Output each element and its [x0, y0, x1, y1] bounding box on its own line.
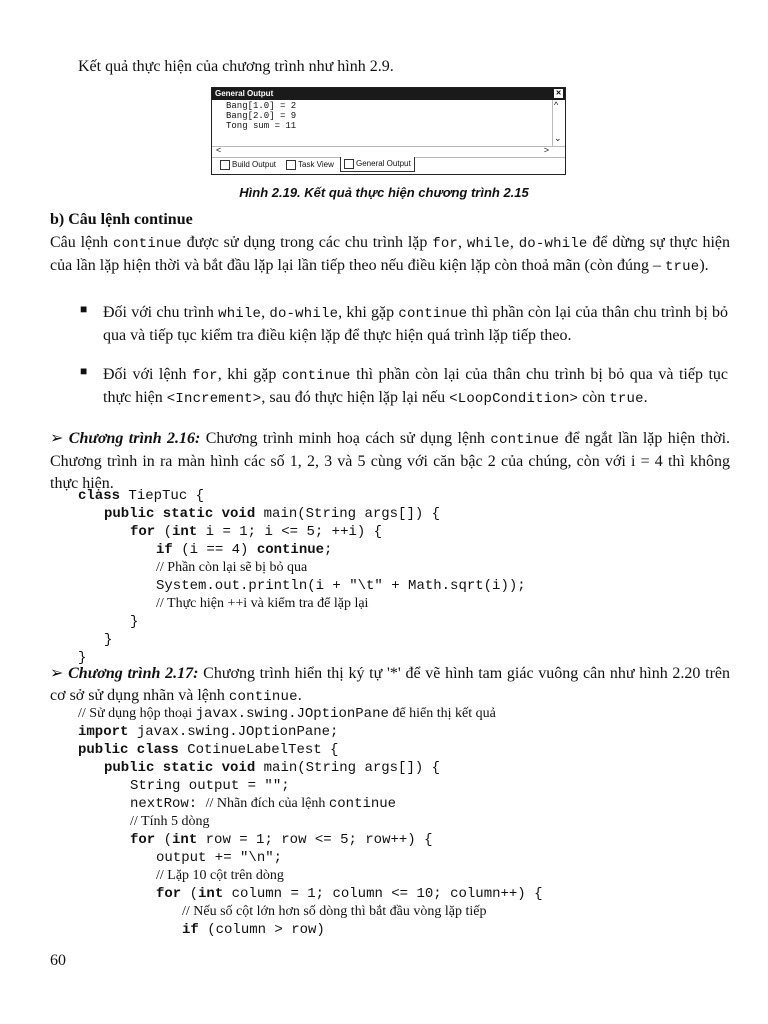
- window-title: General Output: [215, 89, 274, 98]
- bullet-marker: ■: [80, 364, 88, 378]
- code-text: String output = "";: [130, 778, 290, 794]
- keyword: import: [78, 724, 129, 740]
- text: để ngắt lần lặp hiện thời. Chương trình in ra màn hình các số 1, 2, 3 và 5 cùng với căn bậc 2 của chúng, còn với i = 4 thì không thực hiện.: [50, 430, 731, 492]
- code-line: [78, 577, 526, 595]
- keyword: public static void: [104, 760, 256, 776]
- keyword: for: [130, 524, 156, 540]
- output-icon: [344, 159, 354, 169]
- code-text: nextRow:: [130, 796, 206, 812]
- text: , khi gặp: [217, 366, 282, 383]
- page-number: 60: [50, 952, 66, 969]
- keyword: public class: [78, 742, 179, 758]
- window-title-bar: [212, 88, 565, 100]
- output-line: Bang[2.0] = 9: [226, 111, 297, 121]
- tab-label: Task View: [298, 160, 334, 169]
- close-icon[interactable]: ✕: [555, 90, 562, 97]
- code-line: [78, 831, 543, 849]
- code-text: (: [155, 524, 173, 540]
- bullet-marker: ■: [80, 302, 88, 316]
- code-text: (column > row): [198, 922, 325, 938]
- code-word: true: [609, 391, 644, 407]
- program-label: Chương trình 2.17:: [68, 665, 199, 682]
- code-text: ;: [324, 542, 333, 558]
- code-comment: // Nhãn đích của lệnh: [205, 796, 329, 811]
- keyword: for: [156, 886, 182, 902]
- code-text: i = 1; i <= 5; ++i) {: [197, 524, 383, 540]
- code-text: column = 1; column <= 10; column++) {: [223, 886, 543, 902]
- text: được sử dụng trong các chu trình lặp: [181, 234, 433, 251]
- tab-label: Build Output: [232, 160, 277, 169]
- code-word: do-while: [269, 306, 339, 322]
- code-word: while: [218, 306, 262, 322]
- build-icon: [220, 160, 230, 170]
- code-line: [78, 759, 543, 777]
- keyword: class: [78, 488, 121, 504]
- keyword: if: [182, 922, 199, 938]
- code-comment: // Lặp 10 cột trên dòng: [156, 868, 284, 883]
- tab-build-output[interactable]: [220, 157, 276, 173]
- code-line: [78, 903, 543, 921]
- code-word: continue: [228, 689, 298, 705]
- keyword: int: [198, 886, 224, 902]
- keyword: int: [172, 832, 198, 848]
- code-line: [78, 795, 543, 813]
- code-line: [78, 613, 526, 631]
- scroll-right-icon[interactable]: >: [543, 145, 549, 155]
- text: Chương trình minh hoạ cách sử dụng lệnh: [200, 430, 491, 447]
- text: , sau đó thực hiện lặp lại nếu: [261, 389, 450, 406]
- code-line: [78, 595, 526, 613]
- text: thì phần còn lại của thân chu trình bị bỏ qua và tiếp tục kiểm tra điều kiện lặp để thực hiện quá trình lặp tiếp theo.: [103, 304, 729, 344]
- code-line: [78, 777, 543, 795]
- program-2-16-description: [50, 428, 730, 495]
- code-text: (: [181, 886, 199, 902]
- code-comment: // Phần còn lại sẽ bị bỏ qua: [156, 560, 308, 575]
- code-word: true: [664, 259, 700, 275]
- vertical-scrollbar[interactable]: [552, 100, 565, 146]
- keyword: for: [130, 832, 156, 848]
- code-line: [78, 487, 526, 505]
- program-label: Chương trình 2.16:: [68, 430, 201, 447]
- tab-task-view[interactable]: [286, 157, 334, 173]
- text: thì phần còn lại của thân chu trình bị bỏ qua và tiếp tục thực hiện: [103, 366, 729, 406]
- code-line: [78, 723, 543, 741]
- text: ,: [458, 234, 467, 251]
- code-word: continue: [490, 432, 560, 448]
- task-icon: [286, 160, 296, 170]
- code-text: }: [130, 614, 139, 630]
- code-listing-2-16: [78, 487, 526, 667]
- code-line: [78, 885, 543, 903]
- output-line: Bang[1.0] = 2: [226, 101, 297, 111]
- keyword: if: [156, 542, 173, 558]
- tab-label: General Output: [356, 159, 411, 168]
- section-heading: b) Câu lệnh continue: [50, 211, 193, 228]
- program-2-17-description: [50, 663, 730, 708]
- text: Câu lệnh: [50, 234, 113, 251]
- code-line: [78, 631, 526, 649]
- code-line: [78, 741, 543, 759]
- code-text: continue: [328, 796, 397, 812]
- code-line: [78, 705, 543, 723]
- text: để dừng sự thực hiện của lần lặp hiện thời và bắt đầu lặp lại lần tiếp theo nếu điều kiện lặp còn thoả mãn (còn đúng –: [50, 234, 731, 274]
- code-text: CotinueLabelTest {: [178, 742, 339, 758]
- code-text: }: [78, 650, 87, 666]
- text: Đối với chu trình: [103, 304, 219, 321]
- code-comment: để hiển thị kết quả: [388, 706, 496, 721]
- text: .: [297, 687, 302, 704]
- code-text: row = 1; row <= 5; row++) {: [197, 832, 433, 848]
- code-text: javax.swing.JOptionPane;: [128, 724, 339, 740]
- code-word: continue: [281, 368, 351, 384]
- code-text: main(String args[]) {: [255, 760, 441, 776]
- text: .: [643, 389, 648, 406]
- code-word: for: [432, 236, 459, 252]
- tab-general-output[interactable]: [340, 157, 415, 172]
- code-line: [78, 867, 543, 885]
- code-comment: // Sử dụng hộp thoại: [78, 706, 196, 721]
- code-word: while: [466, 236, 510, 252]
- arrow-icon: ➢: [50, 665, 69, 682]
- code-word: <LoopCondition>: [449, 391, 579, 407]
- scroll-down-icon[interactable]: ⌄: [554, 133, 562, 143]
- output-line: Tong sum = 11: [226, 121, 297, 131]
- figure-caption: Hình 2.19. Kết quả thực hiện chương trình 2.15: [239, 185, 529, 200]
- intro-text: Kết quả thực hiện của chương trình như hình 2.9.: [78, 58, 394, 75]
- code-comment: // Tính 5 dòng: [130, 814, 210, 829]
- text: còn: [578, 389, 610, 406]
- code-line: [78, 813, 543, 831]
- text: , khi gặp: [338, 304, 399, 321]
- keyword: int: [172, 524, 198, 540]
- code-comment: // Nếu số cột lớn hơn số dòng thì bắt đầu vòng lặp tiếp: [182, 904, 487, 919]
- code-text: (: [155, 832, 173, 848]
- text: ).: [699, 257, 709, 274]
- code-word: for: [191, 368, 218, 384]
- text: ,: [509, 234, 514, 251]
- keyword: public static void: [104, 506, 256, 522]
- code-line: [78, 559, 526, 577]
- output-area: [212, 100, 565, 146]
- code-line: [78, 505, 526, 523]
- code-line: [78, 541, 526, 559]
- code-line: [78, 523, 526, 541]
- scroll-up-icon[interactable]: ^: [554, 100, 559, 110]
- general-output-window: [211, 87, 566, 175]
- keyword: continue: [256, 542, 325, 558]
- code-text: }: [104, 632, 113, 648]
- code-text: TiepTuc {: [120, 488, 205, 504]
- code-text: System.out.println(i + "\t" + Math.sqrt(i));: [156, 578, 526, 594]
- code-comment: // Thực hiện ++i và kiểm tra để lặp lại: [156, 596, 369, 611]
- code-word: continue: [398, 306, 468, 322]
- scroll-left-icon[interactable]: <: [216, 145, 222, 155]
- code-line: [78, 921, 543, 939]
- paragraph-continue: [50, 232, 730, 278]
- code-text: output += "\n";: [156, 850, 283, 866]
- code-line: [78, 849, 543, 867]
- code-text: javax.swing.JOptionPane: [195, 706, 389, 722]
- code-listing-2-17: [78, 705, 543, 939]
- code-word: do-while: [518, 236, 588, 252]
- bullet-text: [103, 302, 728, 347]
- code-word: <Increment>: [166, 391, 262, 407]
- code-word: continue: [112, 236, 182, 252]
- text: Đối với lệnh: [103, 366, 192, 383]
- text: Chương trình hiển thị ký tự '*' để vẽ hình tam giác vuông cân như hình 2.20 trên cơ sở sử dụng nhãn và lệnh: [50, 665, 731, 704]
- text: ,: [261, 304, 270, 321]
- output-tabs: [212, 157, 565, 173]
- code-text: (i == 4): [172, 542, 257, 558]
- arrow-icon: ➢: [50, 430, 69, 447]
- bullet-text: [103, 364, 728, 410]
- code-text: main(String args[]) {: [255, 506, 441, 522]
